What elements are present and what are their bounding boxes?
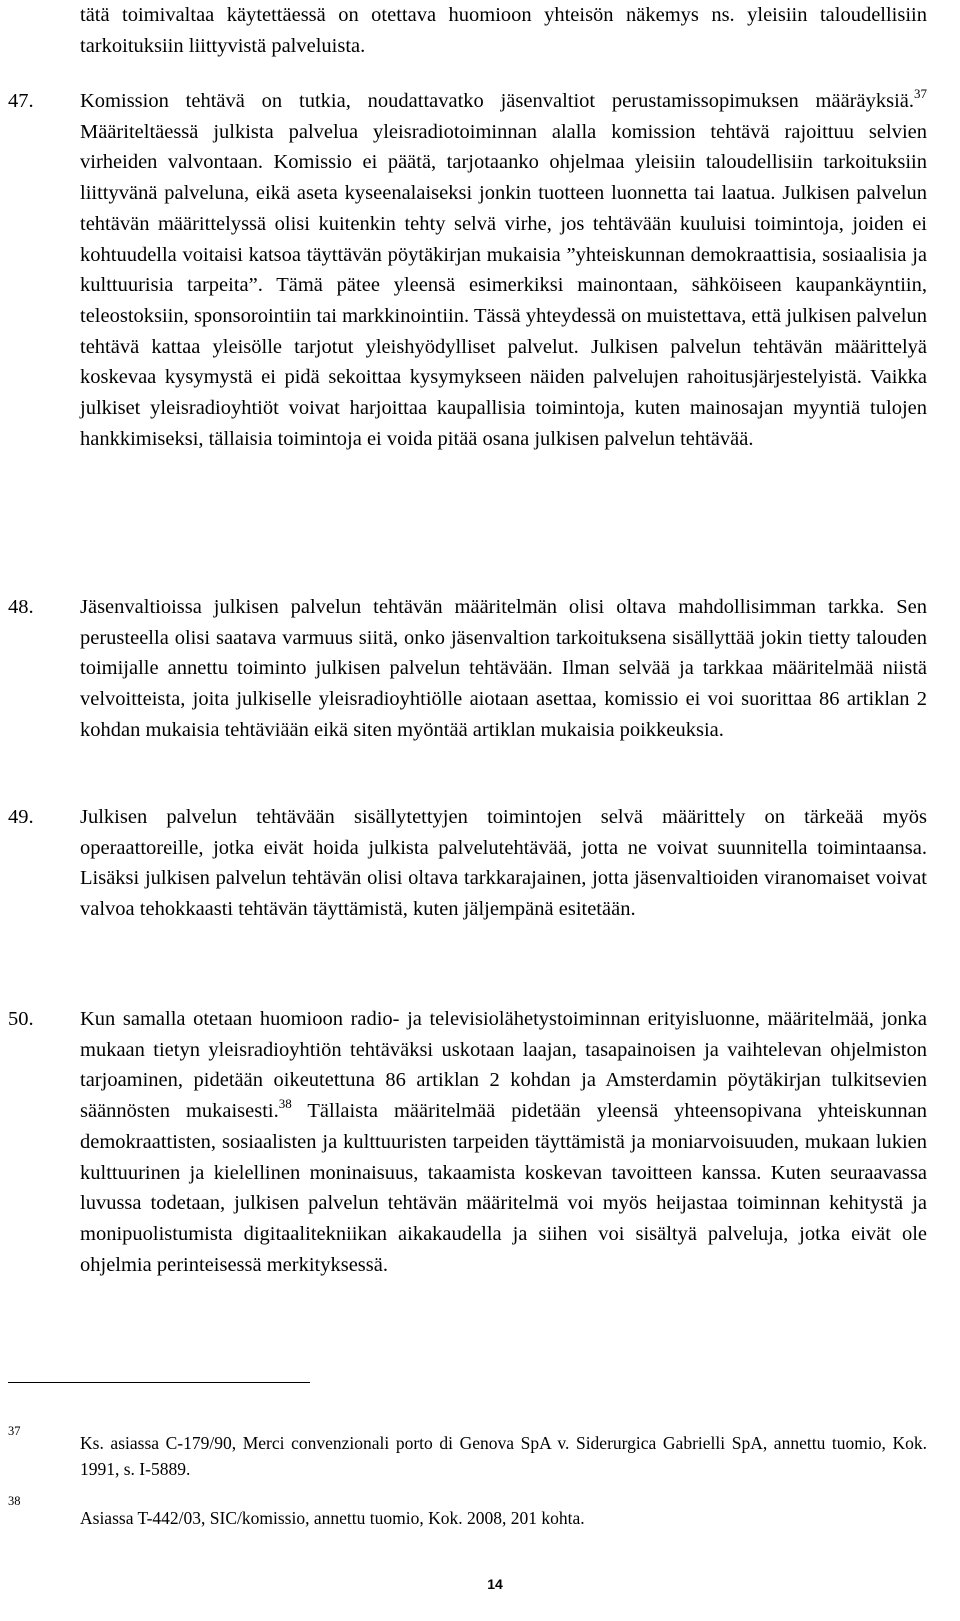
footnote-number: 38	[8, 1494, 21, 1508]
paragraph-text: Julkisen palvelun tehtävään sisällytettyjen toimintojen selvä määrittely on tärkeää myös operaattoreille, jotka eivät hoida julkista palvelutehtävää, jotta ne voivat suunnitella toimintaansa. Lisäksi julkisen palvelun tehtävän olisi oltava tarkkarajainen, jotta jäsenvaltioiden viranomaiset voivat valvoa tehokkaasti tehtävän täyttämistä, kuten jäljempänä esitetään.	[80, 806, 927, 921]
paragraph-text	[80, 86, 927, 454]
page-number: 14	[487, 1576, 503, 1592]
paragraph-text: Jäsenvaltioissa julkisen palvelun tehtävän määritelmän olisi oltava mahdollisimman tarkka. Sen perusteella olisi saatava varmuus siitä, onko jäsenvaltion tarkoituksena sisällyttää jokin tietty talouden toimijalle annettu toiminto julkisen palvelun tehtävään. Ilman selvää ja tarkkaa määritelmää niistä velvoitteista, joita julkiselle yleisradioyhtiölle aiotaan asettaa, komissio ei voi suorittaa 86 artiklan 2 kohdan mukaisia tehtäviään eikä siten myöntää artiklan mukaisia poikkeuksia.	[80, 596, 927, 741]
footnote-separator	[8, 1382, 310, 1383]
paragraph-number: 47.	[8, 90, 34, 112]
footnote-text: Asiassa T-442/03, SIC/komissio, annettu tuomio, Kok. 2008, 201 kohta.	[80, 1508, 585, 1528]
paragraph-text-part: Komission tehtävä on tutkia, noudattavatko jäsenvaltiot perustamissopimuksen määräyksiä.	[80, 90, 914, 112]
paragraph-number: 49.	[8, 806, 34, 828]
footnote-reference: 38	[278, 1096, 292, 1112]
paragraph-text-part: Tällaista määritelmää pidetään yleensä yhteensopivana yhteiskunnan demokraattisten, sosiaalisten ja kulttuuristen tarpeiden täyttämistä ja moniarvoisuuden, mukaan lukien kulttuurinen ja kielellinen moninaisuus, takaamista koskevan tavoitteen kanssa. Kuten seuraavassa luvussa todetaan, julkisen palvelun tehtävän määritelmä voi myös heijastaa toiminnan kehitystä ja monipuolistumista digitaalitekniikan aikakaudella ja siihen voi sisältyä palveluja, jotka eivät ole ohjelmia perinteisessä merkityksessä.	[80, 1100, 927, 1276]
footnote-number: 37	[8, 1424, 21, 1438]
paragraph-text: tätä toimivaltaa käytettäessä on otettava huomioon yhteisön näkemys ns. yleisiin taloudellisiin tarkoituksiin liittyvistä palveluista.	[80, 4, 927, 57]
paragraph-number: 48.	[8, 596, 34, 618]
footnote-reference: 37	[914, 86, 927, 101]
paragraph-number: 50.	[8, 1008, 34, 1030]
paragraph-text-part: Määriteltäessä julkista palvelua yleisradiotoiminnan alalla komission tehtävä rajoittuu selvien virheiden valvontaan. Komissio ei päätä, tarjotaanko ohjelmaa yleisiin taloudellisiin tarkoituksiin liittyvänä palveluna, eikä aseta kyseenalaiseksi jonkin tuotteen luonnetta tai laatua. Julkisen palvelun tehtävän määrittelyssä olisi kuitenkin tehty selvä virhe, jos tehtävään kuuluisi toimintoja, joiden ei kohtuudella voitaisi katsoa täyttävän pöytäkirjan mukaisia ”yhteiskunnan demokraattisia, sosiaalisia ja kulttuurisia tarpeita”. Tämä pätee yleensä esimerkiksi mainontaan, sähköiseen kaupankäyntiin, teleostoksiin, sponsorointiin tai markkinointiin. Tässä yhteydessä on muistettava, että julkisen palvelun tehtävä kattaa yleisölle tarjotut yleishyödylliset palvelut. Julkisen palvelun tehtävän määrittelyä koskevaa kysymystä ei pidä sekoittaa kysymykseen näiden palvelujen rahoitusjärjestelyistä. Vaikka julkiset yleisradioyhtiöt voivat harjoittaa kaupallisia toimintoja, kuten mainosajan myyntiä tulojen hankkimiseksi, tällaisia toimintoja ei voida pitää osana julkisen palvelun tehtävää.	[80, 120, 927, 450]
paragraph-text-part: Kun samalla otetaan huomioon radio- ja televisiolähetystoiminnan erityisluonne, määritelmää, jonka mukaan tietyn yleisradioyhtiön tehtäväksi uskotaan laajan, tasapainoisen ja vaihtelevan ohjelmiston tarjoaminen, pidetään oikeutettuna 86 artiklan 2 kohdan ja Amsterdamin pöytäkirjan tulkitsevien säännösten mukaisesti.	[80, 1008, 927, 1123]
footnote-text: Ks. asiassa C-179/90, Merci convenzionali porto di Genova SpA v. Siderurgica Gabrielli SpA, annettu tuomio, Kok. 1991, s. I-5889.	[80, 1433, 927, 1479]
paragraph-text	[80, 1004, 927, 1280]
